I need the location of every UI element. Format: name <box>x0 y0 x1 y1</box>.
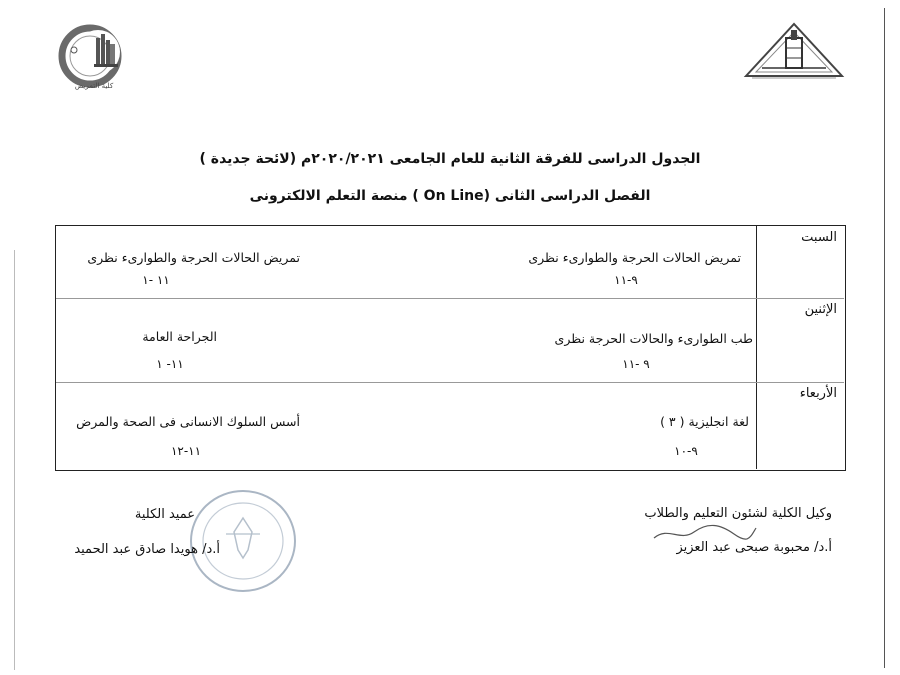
dean-title: عميد الكلية <box>134 507 195 522</box>
course-wednesday-2: أسس السلوك الانسانى فى الصحة والمرض <box>76 414 300 429</box>
row-divider <box>56 298 844 299</box>
semester-subtitle: الفصل الدراسى الثانى (On Line ) منصة التعلم الالكترونى <box>249 188 651 204</box>
page-edge-right <box>884 8 885 668</box>
page-edge-left <box>14 250 15 670</box>
course-saturday-1: تمريض الحالات الحرجة والطوارىء نظرى <box>528 250 741 265</box>
schedule-table <box>55 225 846 471</box>
schedule-title: الجدول الدراسى للفرقة الثانية للعام الجامعى ٢٠٢٠/٢٠٢١م (لائحة جديدة ) <box>199 151 701 167</box>
row-divider <box>56 382 844 383</box>
time-monday-1: ٩ -١١ <box>622 357 650 371</box>
official-seal-stamp <box>188 488 298 594</box>
time-monday-2: ١١- ١ <box>156 357 184 371</box>
day-label-saturday: السبت <box>801 230 837 245</box>
course-monday-2: الجراحة العامة <box>142 329 217 344</box>
day-column <box>756 226 846 469</box>
university-logo <box>742 20 846 82</box>
left-logo-caption: كلية التمريض <box>74 82 114 90</box>
course-monday-1: طب الطوارىء والحالات الحرجة نظرى <box>554 331 753 346</box>
course-saturday-2: تمريض الحالات الحرجة والطوارىء نظرى <box>87 250 300 265</box>
time-saturday-2: ١١ -١ <box>142 273 170 287</box>
dean-name: أ.د/ هويدا صادق عبد الحميد <box>74 542 220 557</box>
time-wednesday-1: ٩-١٠ <box>674 444 698 458</box>
day-label-wednesday: الأربعاء <box>799 386 837 401</box>
course-wednesday-1: لغة انجليزية ( ٣ ) <box>660 414 749 429</box>
time-saturday-1: ٩-١١ <box>614 273 638 287</box>
time-wednesday-2: ١١-١٢ <box>170 444 202 458</box>
vice-dean-name: أ.د/ محبوبة صبحى عبد العزيز <box>676 540 832 555</box>
day-label-monday: الإثنين <box>804 302 837 317</box>
vice-dean-title: وكيل الكلية لشئون التعليم والطلاب <box>644 506 832 521</box>
